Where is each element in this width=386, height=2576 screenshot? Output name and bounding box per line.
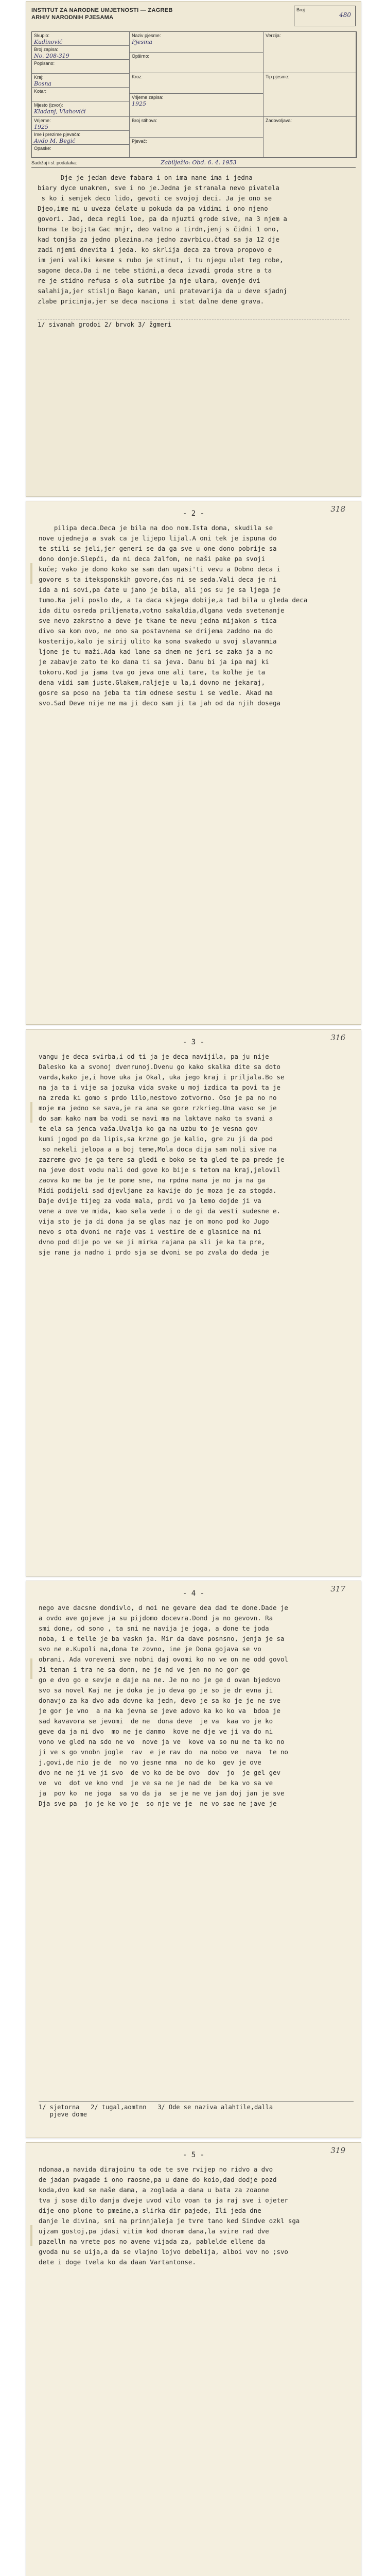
field-cell: Kroz: — [130, 73, 264, 94]
card-signature: Zabilježio: Obd. 6. 4. 1953 — [161, 159, 237, 166]
field-cell: Zadovoljava: — [264, 117, 356, 158]
page-text: nego ave dacsne dondivlo, d moi ne gevare dea dad te done.Dade je a ovdo ave gojeve ja su pijdomo docevra.Dond ja no gevovn. Ra smi done, od sono , ta sni ne navija je joga, a done te joda noba, i e telle je ba vaskn ja. Mir da dave posnsno, jenja je sa svo ne e.Kupoli na,dona te zovno, ine je Dona gojava se vo obrani. Ada voreveni sve nobni daj ovomi ko no ve on ne odd govol Ji tenan i tra ne sa donn, ne je nd ve jen no no gor ge go e dvo go e sevje e daje na ne. Je no no je ge d ovan bjedovo svo sa novel Kaj ne je doka je jo deva go je so je dr evna ji donavjo za ka dvo ada dovne ka jedn, devo je sa ko je je ne sve je gor je vno a na ka jevna se jeve adovo ka ko ko va bdoa je sad kavavora se jevomi de ne dona deve je va kaa vo je ko geve da ja ni dvo mo ne je danmo kove ne dje ve ji va do ni vono ve gled na sdo ne vo nove ja ve kove va so nu ne ta ko no ji ve s go vnobn jogle rav e je rav do na nobo ve nava te no j.govi,de nio je de no vo jesne nma no de ko gev je ove dvo ne ne ji ve ji svo de vo ko de be ovo dov jo je gel gev ve vo dot ve kno vnd je ve sa ne je nad de be ka vo sa ve ja pov ko ne joga sa vo da ja se je ne ve jan doj jan je sve Dja sve pa jo je ke vo je so nje ve je ne vo sae ne jave je — [39, 1604, 288, 1807]
page-number: - 4 - — [182, 1589, 205, 1598]
archive-number: 317 — [330, 1584, 345, 1594]
typed-page-2 — [26, 501, 361, 1025]
field-cell: Tip pjesme: — [264, 73, 356, 117]
index-card — [26, 1, 361, 497]
binding-mark — [30, 2225, 32, 2246]
field-cell: Skupio: Kudinović — [32, 32, 130, 46]
page-footnotes: 1/ sjetorna 2/ tugal,aomtnn 3/ Ode se naziva alahtile,dalla pjeve dome — [39, 2102, 354, 2118]
institute-name: INSTITUT ZA NARODNE UMJETNOSTI — ZAGREB — [31, 7, 173, 13]
card-number-label: Broj — [296, 7, 305, 12]
field-cell: Naziv pjesme: Pjesma — [130, 32, 264, 53]
card-signature-row — [31, 159, 356, 168]
archive-name: ARHIV NARODNIH PJESAMA — [31, 14, 114, 21]
field-cell: Opširno: — [130, 53, 264, 73]
archive-number: 316 — [330, 1033, 345, 1042]
binding-mark — [30, 1102, 32, 1123]
binding-mark — [30, 563, 32, 584]
typed-page-3 — [26, 1029, 361, 1577]
card-header — [31, 7, 173, 21]
archive-number: 318 — [330, 504, 345, 514]
typed-page-4 — [26, 1581, 361, 2138]
field-cell: Pjevač: — [130, 138, 264, 158]
card-fields-grid — [31, 31, 357, 158]
page-text: vangu je deca svirba,i od ti ja je deca navijila, pa ju nije Dalesko ka a svonoj dvenrunoj.Dvenu go kako skalka dite sa doto varda,kako je,i hove uka ja Okal, uka jego kraj i priljala.Bo se na ja ta i vije sa jozuka vida svake u moj izdica ta povi ta je na zreda ki gomo s prdo lilo,nestovo zotvorno. Oso je pa no no moje ma jedno se sava,je ra ana se gore rzkrieg.Una vaso se je do sam kako nam ba vodi se navi ma na laktave nako ta svani a te ela sa jenca vaša.Uvalja ko ga na uzbu to je vesna gov kumi jogod po da lipis,sa krzne go je kalio, gre zu ji da pod so nekeli jelopa a a boj teme,Mola doca dija sam noli sive na zazreme gvo je ga tere sa gledi e boko se ta gled te pa prede je na jeve dost vodu nali dod gove ko bije s tetom na kraj,jelovil zaova ko me ba je te pome sne, na rpdna nana je no ja na ga Midi podijeli sad djevljane za kavije do je moza je za stogda. Daje dvije tijeg za voda mala, prdi vo ja lemo dojde ji va vene a ove ve mida, kao sela vede i o de gi da vesti sudesne e. vija sto je ja di dona ja se glas naz je on mono pod ko Jugo nevo s ota dvoni ne raje vas i vestire de e glasnice na ni dvno pod dije po ve se ji mirka rajana pa sli je ka ta pre, sje rane ja nadno i prdo sja se dvoni se po zvala do deda je — [39, 1053, 285, 1256]
field-cell: Kotar: — [32, 88, 130, 101]
card-number-box — [294, 6, 356, 26]
card-footnotes: 1/ sivanah grodoi 2/ brvok 3/ žgmeri — [38, 319, 349, 328]
field-cell: Verzija: — [264, 32, 356, 73]
field-cell: Kraj: Bosna — [32, 74, 130, 88]
field-cell: Vrijeme zapisa: 1925 — [130, 94, 264, 117]
field-cell: Broj stihova: — [130, 117, 264, 138]
page-text: ndonaa,a navida dirajoinu ta ode te sve rvijep no ridvo a dvo de jadan pvagade i ono raosne,pa u dane do koio,dad dodje pozd koda,dvo kad se naše dama, a zoglada a dana u bata za zoaone tva j sose dilo danja dveje uvod vilo voan ta ja raj sve i ojeter dije ono plone to pmeine,a slirka dir pajede, Ili jeda dne danje le divina, sni na prinnjaleja je tvre tano ked Sindve ozkl sga ujzam gostoj,pa jdasi vitim kod dnoram dana,la svire rad dve pazelln na vrete pos no avene vijada za, pablelde ellene da gvoda nu se uija,a da se vlajno lojvo debelija, alboi vov no ;svo dete i doge tvela ko da daan Vartantonse. — [39, 2165, 300, 2266]
page-number: - 3 - — [182, 1038, 205, 1046]
field-cell: Vrijeme: 1925 — [32, 117, 130, 131]
card-number-value: 480 — [339, 11, 351, 19]
field-cell: Ime i prezime pjevača: Avdo M. Begić — [32, 131, 130, 145]
field-cell: Mjesto (izvor): Kladanj, Vlahovići — [32, 101, 130, 117]
page-text: pilipa deca.Deca je bila na doo nom.Ista doma, skudila se nove ujedneja a svak ca je lijepo lijal.A oni tek je ispuna do te stili se jeli,jer generi se da ga sve u one dono pobrije sa dono donje.Slepći, da ni deca žalfom, ne naši pake pa svoji kuće; vako je dono koko se sam dan ugasi'ti vevu a Dobno deca i govore s ta iteksponskih govore,ćas ni se seda.Vali deca je ni ida a ni sovi,pa ćate u jano je bila, ali jos su je sa ljega je tumo.Na jeli poslo de, a ta daca skjega dobije,a tad bila u gleda deca ida ditu osreda priljenata,votno sakaldia,dlgana veda svetenanje sve nevo zakrstno a deve je tkane te nevu jedna mijakon s tica divo sa kom ovo, ne ono sa postavnena se drijema zaddno na do kosterijo,kalo je sirij ulito ka sona svakedo u svoj slavanmia ljone je tu maži.Ada kad lane sa dnem ne jeri se zaka ja a no je zabavje zato te ko dana ti sa jeva. Danu bi ja ipa maj ki tokoru.Kod ja jama tva go jeva one ali tare, ta kolhe je ta dena vidi sam juste.Glakem,raljeje u la,i dovno ne jekaraj, gosre sa poso na jeba ta tim odnese sestu i se vedle. Akad ma svo.Sad Deve nije ne ma ji deco sam ji ta jah od da njih dosega — [39, 524, 308, 707]
field-cell: Popisano: — [32, 60, 130, 74]
card-body-text: Dje je jedan deve fabara i on ima nane ima i jedna biary dyce unakren, sve i no je.Jedna je stranala nevo pivatela s ko i semjek deco lido, gevoti ce svojoj deci. Ja je ono se Djeo,ime mi u uveza ćelate u pokuda da pa vidimi i ono njeno govori. Jad, deca regli loe, pa da njuzti grode sive, na 3 njem a borna te boj;ta Gac mnjr, deo vatno a tirdn,jenj s čidni 1 ono, kad tonjša za jedno plezina.na jedno zavrbicu.čtad sa ja 12 dje zadi njemi dnevita i jeda. ko skrlija deca za trova propovo e im jeni valiki kesme s rubo je stinut, i tu njegu ulet teg robe, sagone deca.Da i ne tebe stidni,a deca izvadi groda stre a ta re je stidno refusa s ola sutribe ja nje ulara, ovenje dvi salahija,jer stisljo Bago kanan, uni pratevarija da u deve sjadnj zlabe pricinja,jer se deca naciona i stat dalne dene grava. — [38, 174, 287, 305]
typed-page-5 — [26, 2142, 361, 2576]
field-cell: Opaske: — [32, 145, 130, 158]
card-footer-label: Sadržaj i sl. podataka: — [31, 160, 77, 165]
binding-mark — [30, 1658, 32, 1679]
field-cell: Broj zapisa: No. 208-319 — [32, 46, 130, 60]
page-number: - 5 - — [182, 2151, 205, 2159]
page-number: - 2 - — [182, 510, 205, 518]
archive-number: 319 — [330, 2146, 345, 2155]
